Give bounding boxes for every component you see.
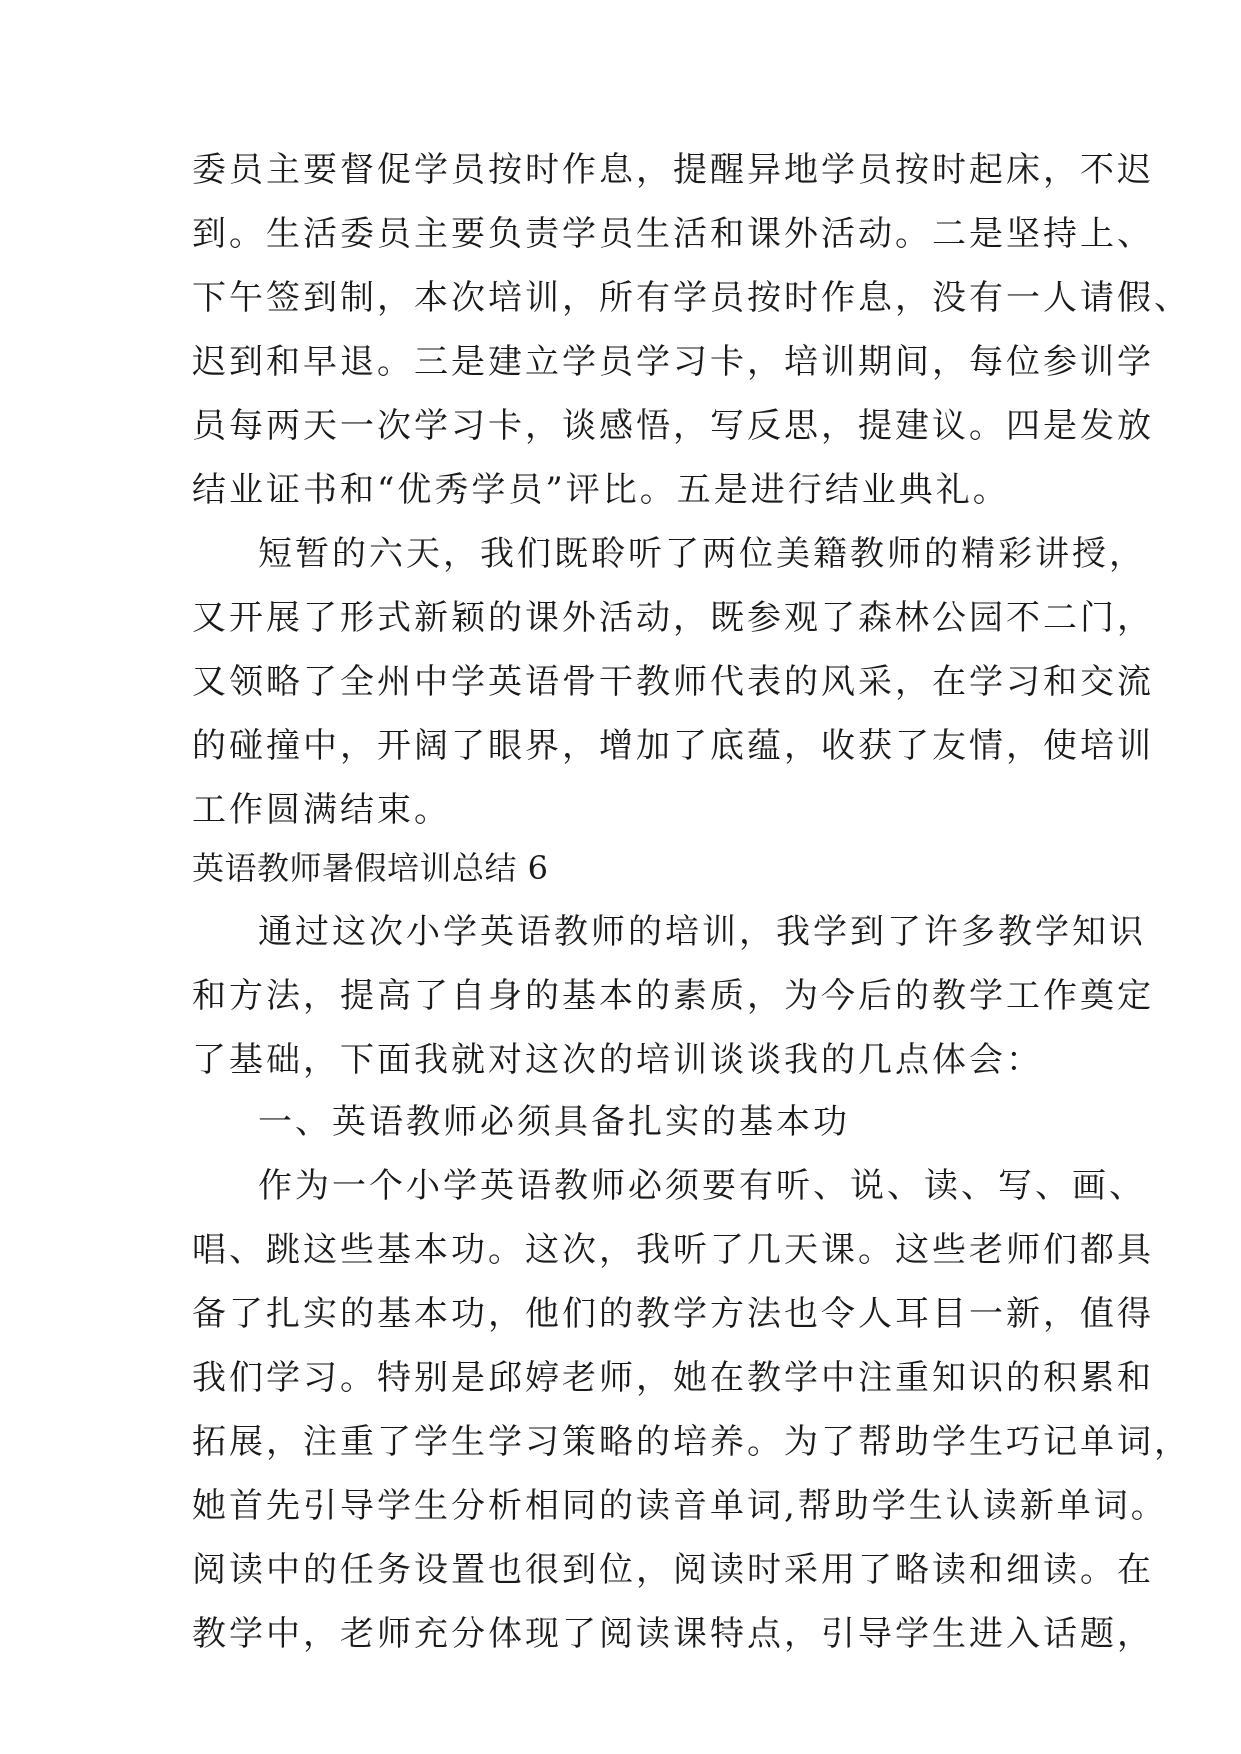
text-line: 了基础，下面我就对这次的培训谈谈我的几点体会： [192, 1040, 1043, 1080]
text-line: 到。生活委员主要负责学员生活和课外活动。二是坚持上、 [192, 214, 1154, 254]
text-line: 唱、跳这些基本功。这次，我听了几天课。这些老师们都具 [192, 1230, 1154, 1270]
text-line: 备了扎实的基本功，他们的教学方法也令人耳目一新，值得 [192, 1294, 1154, 1334]
text-line: 迟到和早退。三是建立学员学习卡，培训期间，每位参训学 [192, 342, 1154, 382]
text-line: 的碰撞中，开阔了眼界，增加了底蕴，收获了友情，使培训 [192, 726, 1154, 766]
text-line: 阅读中的任务设置也很到位，阅读时采用了略读和细读。在 [192, 1550, 1154, 1590]
paragraph-first-line: 通过这次小学英语教师的培训，我学到了许多教学知识 [258, 912, 1146, 952]
text-line: 下午签到制，本次培训，所有学员按时作息，没有一人请假、 [192, 278, 1191, 318]
text-line: 和方法，提高了自身的基本的素质，为今后的教学工作奠定 [192, 976, 1154, 1016]
text-line: 委员主要督促学员按时作息，提醒异地学员按时起床，不迟 [192, 150, 1154, 190]
text-line: 结业证书和“优秀学员”评比。五是进行结业典礼。 [192, 470, 1010, 510]
paragraph-first-line: 作为一个小学英语教师必须要有听、说、读、写、画、 [258, 1166, 1146, 1206]
text-line: 教学中，老师充分体现了阅读课特点，引导学生进入话题， [192, 1614, 1154, 1654]
text-line: 员每两天一次学习卡，谈感悟，写反思，提建议。四是发放 [192, 406, 1154, 446]
text-line: 又领略了全州中学英语骨干教师代表的风采，在学习和交流 [192, 662, 1154, 702]
text-line: 工作圆满结束。 [192, 790, 451, 830]
section-heading: 英语教师暑假培训总结 6 [192, 849, 549, 887]
subheading: 一、英语教师必须具备扎实的基本功 [258, 1102, 850, 1142]
paragraph-first-line: 短暂的六天，我们既聆听了两位美籍教师的精彩讲授， [258, 534, 1146, 574]
text-line: 拓展，注重了学生学习策略的培养。为了帮助学生巧记单词， [192, 1422, 1191, 1462]
text-line: 我们学习。特别是邱婷老师，她在教学中注重知识的积累和 [192, 1358, 1154, 1398]
text-line: 她首先引导学生分析相同的读音单词,帮助学生认读新单词。 [192, 1486, 1168, 1526]
text-line: 又开展了形式新颖的课外活动，既参观了森林公园不二门， [192, 598, 1154, 638]
